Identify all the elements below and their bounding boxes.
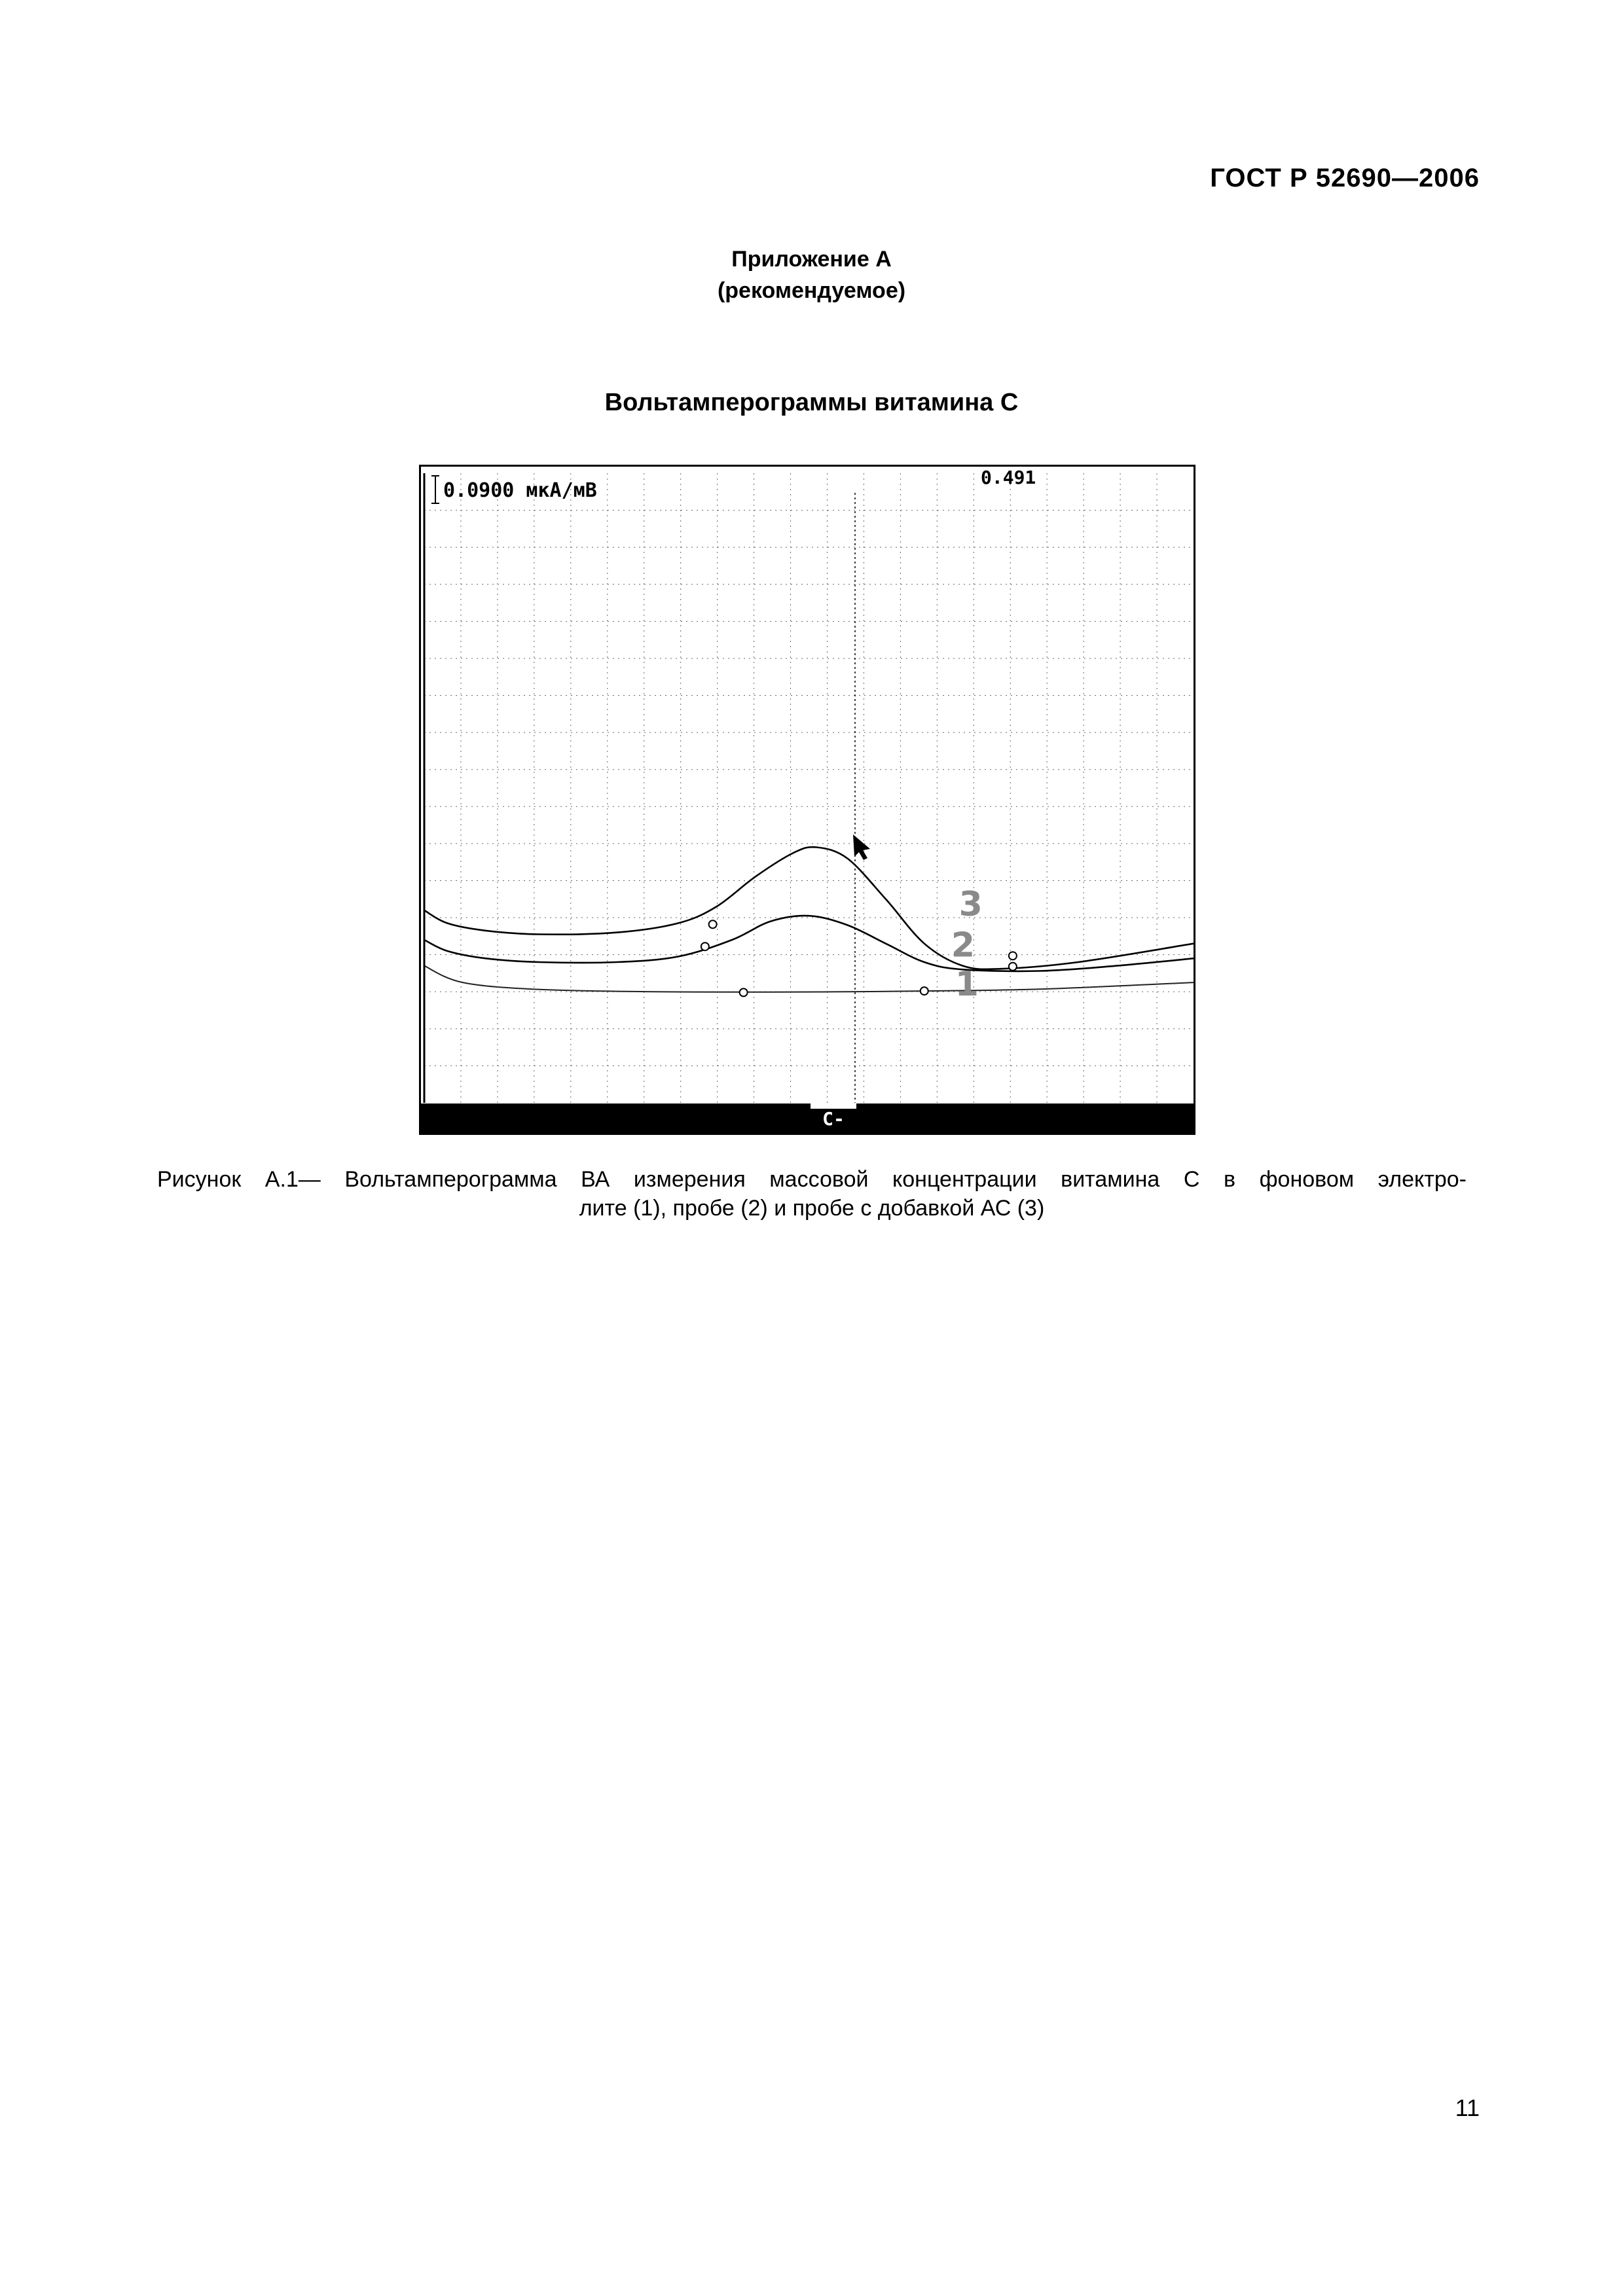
caption-line-2: лите (1), пробе (2) и пробе с добавкой АС (3) — [579, 1196, 1045, 1221]
series-label-1: 1 — [955, 964, 979, 1004]
peak-marker-series-2 — [701, 942, 709, 950]
standard-code: ГОСТ Р 52690—2006 — [1210, 164, 1480, 192]
figure-caption — [157, 1165, 1467, 1223]
scale-label: 0.0900 мкА/мВ — [443, 479, 597, 502]
peak-marker-series-2 — [1009, 963, 1017, 971]
chart-canvas — [421, 467, 1194, 1133]
page-number: 11 — [1455, 2094, 1480, 2121]
series-line-3 — [424, 847, 1194, 969]
peak-marker-series-3 — [1009, 952, 1017, 960]
series-label-2: 2 — [951, 925, 976, 965]
voltammogram-chart — [419, 465, 1195, 1135]
mouse-pointer-icon — [853, 834, 870, 860]
peak-marker-series-3 — [709, 920, 717, 928]
peak-marker-series-1 — [921, 987, 928, 995]
figure-title: Вольтамперограммы витамина С — [604, 389, 1019, 416]
cursor-readout: 0.491 — [981, 467, 1036, 488]
caption-line-1: Рисунок А.1— Вольтамперограмма ВА измерения массовой концентрации витамина С в фоновом электро- — [157, 1167, 1467, 1192]
status-bar-label: C- — [822, 1108, 845, 1130]
series-label-3: 3 — [958, 885, 983, 925]
status-bar — [421, 1103, 1194, 1133]
appendix-status: (рекомендуемое) — [717, 278, 906, 303]
peak-marker-series-1 — [740, 988, 748, 996]
appendix-title: Приложение А — [731, 247, 892, 272]
appendix-heading — [0, 243, 1623, 306]
